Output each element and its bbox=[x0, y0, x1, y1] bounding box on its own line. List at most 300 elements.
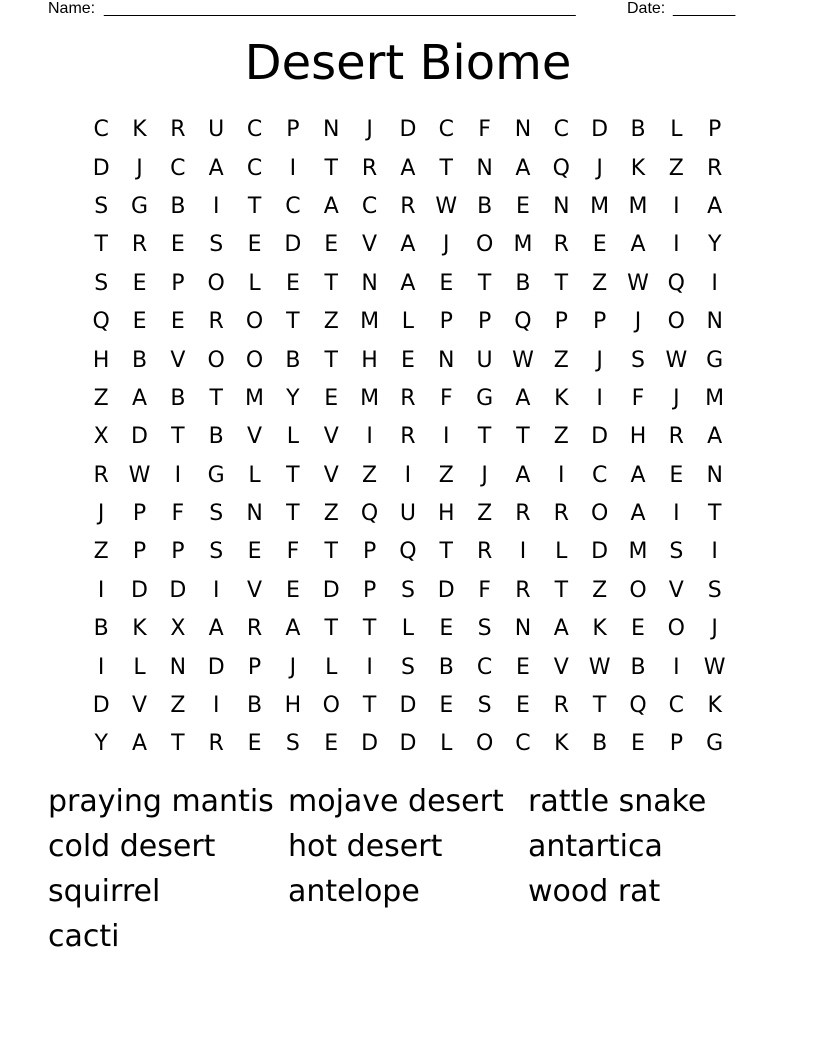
grid-letter: B bbox=[592, 731, 608, 757]
grid-letter: I bbox=[558, 462, 565, 488]
grid-letter: Z bbox=[553, 424, 569, 450]
word-list-item: wood rat bbox=[528, 874, 661, 909]
grid-letter: P bbox=[171, 539, 185, 565]
grid-letter: P bbox=[439, 309, 453, 335]
grid-letter: A bbox=[515, 385, 531, 411]
grid-letter: C bbox=[246, 117, 263, 143]
grid-row bbox=[82, 687, 734, 725]
grid-letter: F bbox=[439, 385, 453, 411]
grid-letter: J bbox=[711, 616, 718, 642]
grid-letter: T bbox=[324, 539, 338, 565]
grid-letter: R bbox=[400, 424, 416, 450]
grid-letter: E bbox=[516, 193, 530, 219]
grid-letter: E bbox=[324, 385, 339, 411]
grid-letter: Z bbox=[477, 501, 493, 527]
grid-letter: T bbox=[94, 232, 108, 258]
grid-letter: P bbox=[362, 577, 377, 603]
grid-letter: D bbox=[131, 424, 148, 450]
grid-letter: T bbox=[362, 693, 377, 719]
grid-letter: D bbox=[92, 693, 110, 719]
grid-letter: A bbox=[208, 616, 224, 642]
grid-letter: S bbox=[631, 347, 645, 373]
grid-letter: J bbox=[596, 347, 603, 373]
grid-row bbox=[82, 265, 734, 303]
header-line bbox=[48, 0, 748, 20]
grid-letter: Z bbox=[93, 539, 109, 565]
grid-letter: W bbox=[703, 654, 726, 680]
grid-letter: M bbox=[628, 193, 648, 219]
grid-letter: Z bbox=[170, 693, 186, 719]
grid-letter: E bbox=[247, 232, 262, 258]
grid-letter: I bbox=[97, 577, 105, 603]
grid-letter: Z bbox=[592, 577, 608, 603]
grid-letter: S bbox=[94, 270, 109, 296]
grid-letter: E bbox=[132, 270, 147, 296]
grid-letter: R bbox=[476, 539, 493, 565]
grid-letter: N bbox=[361, 270, 378, 296]
grid-letter: Y bbox=[94, 731, 108, 757]
grid-letter: D bbox=[399, 693, 417, 719]
grid-letter: I bbox=[404, 462, 412, 488]
grid-letter: I bbox=[366, 424, 373, 450]
grid-letter: C bbox=[668, 693, 685, 719]
grid-letter: T bbox=[209, 385, 223, 411]
grid-letter: A bbox=[515, 155, 531, 181]
grid-letter: I bbox=[673, 654, 680, 680]
grid-letter: D bbox=[361, 731, 379, 757]
grid-letter: C bbox=[170, 155, 186, 181]
grid-letter: G bbox=[476, 385, 494, 411]
grid-letter: J bbox=[97, 501, 105, 527]
grid-letter: T bbox=[171, 424, 185, 450]
grid-letter: N bbox=[553, 193, 570, 219]
grid-letter: M bbox=[360, 309, 380, 335]
word-list-item: antartica bbox=[528, 829, 663, 864]
word-list-item: cacti bbox=[48, 919, 120, 954]
grid-letter: W bbox=[512, 347, 534, 373]
grid-letter: B bbox=[131, 347, 148, 373]
word-list-item: mojave desert bbox=[288, 784, 504, 819]
grid-letter: I bbox=[673, 501, 680, 527]
grid-letter: L bbox=[401, 309, 415, 335]
grid-letter: I bbox=[97, 654, 105, 680]
letter-grid bbox=[82, 111, 734, 764]
grid-letter: N bbox=[323, 117, 340, 143]
grid-letter: A bbox=[285, 616, 301, 642]
grid-letter: X bbox=[170, 616, 186, 642]
grid-letter: S bbox=[209, 501, 224, 527]
grid-letter: R bbox=[361, 155, 378, 181]
grid-letter: P bbox=[477, 309, 492, 335]
grid-letter: W bbox=[627, 270, 649, 296]
grid-letter: I bbox=[673, 232, 680, 258]
date-label: Date: bbox=[627, 0, 666, 17]
grid-letter: L bbox=[248, 270, 261, 296]
grid-letter: R bbox=[400, 193, 416, 219]
grid-letter: D bbox=[92, 155, 110, 181]
grid-letter: A bbox=[515, 462, 531, 488]
grid-letter: G bbox=[706, 731, 724, 757]
grid-letter: B bbox=[438, 654, 454, 680]
grid-letter: R bbox=[131, 232, 148, 258]
grid-letter: I bbox=[711, 270, 718, 296]
grid-letter: N bbox=[706, 462, 723, 488]
grid-row bbox=[82, 648, 734, 686]
grid-letter: B bbox=[208, 424, 224, 450]
grid-letter: T bbox=[554, 577, 569, 603]
grid-letter: H bbox=[437, 501, 455, 527]
grid-letter: R bbox=[93, 462, 109, 488]
grid-letter: W bbox=[128, 462, 151, 488]
grid-letter: K bbox=[592, 616, 607, 642]
grid-letter: H bbox=[361, 347, 378, 373]
grid-letter: O bbox=[667, 309, 685, 335]
grid-letter: Z bbox=[362, 462, 378, 488]
grid-letter: U bbox=[476, 347, 493, 373]
grid-letter: I bbox=[596, 385, 603, 411]
grid-letter: D bbox=[591, 539, 609, 565]
word-list bbox=[48, 779, 768, 959]
grid-letter: R bbox=[553, 501, 569, 527]
grid-letter: D bbox=[169, 577, 187, 603]
grid-letter: E bbox=[439, 270, 454, 296]
grid-letter: I bbox=[366, 654, 373, 680]
grid-letter: P bbox=[286, 117, 300, 143]
grid-letter: E bbox=[631, 616, 645, 642]
grid-letter: S bbox=[707, 577, 722, 603]
word-list-item: cold desert bbox=[48, 829, 216, 864]
grid-letter: E bbox=[170, 309, 185, 335]
grid-letter: R bbox=[208, 309, 224, 335]
grid-letter: T bbox=[592, 693, 607, 719]
grid-letter: A bbox=[131, 385, 148, 411]
grid-letter: T bbox=[477, 270, 492, 296]
grid-letter: P bbox=[362, 539, 377, 565]
grid-letter: H bbox=[284, 693, 302, 719]
word-list-item: rattle snake bbox=[528, 784, 707, 819]
grid-letter: P bbox=[669, 731, 683, 757]
grid-letter: B bbox=[247, 693, 263, 719]
grid-row bbox=[82, 111, 734, 149]
grid-letter: L bbox=[133, 654, 146, 680]
grid-letter: A bbox=[323, 193, 339, 219]
grid-row bbox=[82, 457, 734, 495]
grid-letter: E bbox=[516, 654, 530, 680]
grid-letter: J bbox=[481, 462, 488, 488]
grid-letter: J bbox=[673, 385, 680, 411]
grid-letter: Q bbox=[552, 155, 570, 181]
grid-letter: E bbox=[247, 539, 262, 565]
grid-letter: M bbox=[590, 193, 610, 219]
grid-letter: E bbox=[247, 731, 262, 757]
grid-letter: V bbox=[323, 424, 339, 450]
grid-letter: Z bbox=[553, 347, 569, 373]
grid-letter: L bbox=[286, 424, 300, 450]
grid-letter: T bbox=[286, 309, 300, 335]
grid-letter: Q bbox=[92, 309, 110, 335]
grid-letter: O bbox=[322, 693, 340, 719]
grid-letter: R bbox=[553, 693, 569, 719]
grid-letter: I bbox=[289, 155, 297, 181]
grid-letter: Q bbox=[629, 693, 647, 719]
grid-letter: E bbox=[132, 309, 147, 335]
grid-letter: D bbox=[284, 232, 302, 258]
grid-letter: I bbox=[174, 462, 182, 488]
grid-letter: T bbox=[439, 155, 453, 181]
grid-letter: D bbox=[207, 654, 225, 680]
grid-letter: D bbox=[399, 731, 417, 757]
grid-letter: R bbox=[553, 232, 569, 258]
grid-letter: J bbox=[289, 654, 297, 680]
grid-letter: T bbox=[286, 501, 300, 527]
grid-letter: I bbox=[673, 193, 680, 219]
grid-letter: E bbox=[516, 693, 530, 719]
grid-letter: K bbox=[630, 155, 646, 181]
grid-letter: S bbox=[477, 693, 492, 719]
grid-letter: O bbox=[629, 577, 647, 603]
grid-letter: A bbox=[400, 270, 416, 296]
grid-letter: C bbox=[438, 117, 454, 143]
grid-letter: D bbox=[322, 577, 340, 603]
grid-letter: E bbox=[669, 462, 684, 488]
grid-letter: B bbox=[93, 616, 109, 642]
grid-letter: A bbox=[630, 232, 646, 258]
grid-letter: C bbox=[93, 117, 109, 143]
grid-letter: E bbox=[170, 232, 185, 258]
grid-letter: S bbox=[209, 232, 224, 258]
grid-letter: E bbox=[285, 270, 300, 296]
grid-letter: N bbox=[706, 309, 723, 335]
grid-letter: L bbox=[325, 654, 338, 680]
grid-letter: Q bbox=[514, 309, 532, 335]
grid-letter: E bbox=[439, 693, 454, 719]
grid-row bbox=[82, 303, 734, 341]
grid-row bbox=[82, 188, 734, 226]
grid-letter: D bbox=[591, 424, 609, 450]
grid-letter: V bbox=[553, 654, 569, 680]
grid-letter: G bbox=[207, 462, 225, 488]
grid-letter: S bbox=[94, 193, 109, 219]
grid-letter: P bbox=[708, 117, 722, 143]
grid-letter: L bbox=[555, 539, 568, 565]
grid-letter: F bbox=[171, 501, 185, 527]
grid-letter: W bbox=[435, 193, 458, 219]
grid-letter: C bbox=[553, 117, 569, 143]
grid-letter: D bbox=[131, 577, 148, 603]
grid-letter: J bbox=[366, 117, 373, 143]
grid-letter: I bbox=[711, 539, 718, 565]
grid-letter: O bbox=[475, 731, 494, 757]
grid-letter: A bbox=[630, 462, 646, 488]
grid-row bbox=[82, 572, 734, 610]
grid-row bbox=[82, 149, 734, 187]
grid-letter: A bbox=[707, 424, 723, 450]
grid-letter: W bbox=[665, 347, 688, 373]
grid-letter: T bbox=[247, 193, 262, 219]
grid-letter: E bbox=[400, 347, 415, 373]
grid-letter: R bbox=[246, 616, 263, 642]
grid-letter: E bbox=[324, 731, 339, 757]
grid-letter: I bbox=[212, 693, 220, 719]
date-blank: _______ bbox=[673, 0, 736, 17]
grid-letter: C bbox=[476, 654, 493, 680]
grid-letter: S bbox=[400, 577, 415, 603]
grid-letter: Q bbox=[360, 501, 379, 527]
grid-letter: E bbox=[592, 232, 607, 258]
grid-letter: L bbox=[440, 731, 453, 757]
grid-row bbox=[82, 725, 734, 763]
grid-letter: B bbox=[170, 385, 186, 411]
grid-letter: Z bbox=[93, 385, 109, 411]
page-title: Desert Biome bbox=[244, 35, 572, 91]
grid-letter: J bbox=[634, 309, 642, 335]
grid-letter: D bbox=[437, 577, 455, 603]
grid-letter: Z bbox=[438, 462, 454, 488]
grid-letter: S bbox=[477, 616, 492, 642]
grid-letter: P bbox=[132, 501, 147, 527]
grid-letter: V bbox=[362, 232, 378, 258]
grid-letter: T bbox=[286, 462, 300, 488]
grid-letter: Z bbox=[668, 155, 684, 181]
word-list-item: antelope bbox=[288, 874, 420, 909]
grid-letter: Z bbox=[592, 270, 608, 296]
grid-letter: C bbox=[285, 193, 301, 219]
grid-letter: R bbox=[170, 117, 186, 143]
grid-letter: T bbox=[516, 424, 530, 450]
grid-letter: P bbox=[554, 309, 568, 335]
word-list-item: praying mantis bbox=[48, 784, 274, 819]
grid-letter: Z bbox=[323, 501, 339, 527]
grid-letter: F bbox=[286, 539, 300, 565]
grid-letter: T bbox=[324, 270, 338, 296]
grid-letter: O bbox=[590, 501, 609, 527]
grid-letter: E bbox=[439, 616, 454, 642]
grid-letter: C bbox=[361, 193, 378, 219]
grid-letter: M bbox=[245, 385, 265, 411]
grid-letter: P bbox=[171, 270, 185, 296]
grid-letter: T bbox=[362, 616, 377, 642]
grid-letter: S bbox=[669, 539, 684, 565]
grid-letter: O bbox=[245, 347, 264, 373]
grid-letter: B bbox=[630, 117, 646, 143]
grid-letter: A bbox=[400, 232, 416, 258]
grid-letter: C bbox=[246, 155, 263, 181]
grid-letter: V bbox=[668, 577, 684, 603]
grid-letter: N bbox=[476, 155, 493, 181]
grid-letter: U bbox=[399, 501, 416, 527]
grid-row bbox=[82, 533, 734, 571]
grid-letter: T bbox=[171, 731, 185, 757]
grid-letter: X bbox=[93, 424, 109, 450]
grid-letter: V bbox=[131, 693, 148, 719]
grid-letter: H bbox=[629, 424, 647, 450]
grid-row bbox=[82, 495, 734, 533]
grid-letter: Z bbox=[323, 309, 339, 335]
grid-letter: K bbox=[132, 117, 147, 143]
word-list-item: hot desert bbox=[288, 829, 443, 864]
grid-letter: K bbox=[132, 616, 147, 642]
grid-letter: T bbox=[554, 270, 569, 296]
grid-letter: K bbox=[554, 731, 569, 757]
grid-letter: R bbox=[707, 155, 723, 181]
word-list-item: squirrel bbox=[48, 874, 161, 909]
grid-row bbox=[82, 418, 734, 456]
grid-letter: E bbox=[285, 577, 300, 603]
grid-letter: R bbox=[400, 385, 416, 411]
grid-letter: Q bbox=[667, 270, 685, 296]
grid-letter: O bbox=[207, 347, 225, 373]
grid-letter: Y bbox=[286, 385, 300, 411]
grid-letter: L bbox=[248, 462, 261, 488]
grid-letter: C bbox=[515, 731, 531, 757]
grid-letter: I bbox=[443, 424, 450, 450]
grid-letter: F bbox=[478, 117, 491, 143]
grid-letter: T bbox=[324, 347, 338, 373]
grid-letter: N bbox=[514, 616, 532, 642]
grid-row bbox=[82, 610, 734, 648]
grid-letter: S bbox=[400, 654, 415, 680]
grid-letter: O bbox=[667, 616, 685, 642]
grid-letter: A bbox=[400, 155, 416, 181]
grid-letter: K bbox=[707, 693, 722, 719]
grid-letter: U bbox=[208, 117, 225, 143]
grid-letter: P bbox=[247, 654, 262, 680]
grid-row bbox=[82, 380, 734, 418]
grid-letter: K bbox=[554, 385, 569, 411]
grid-letter: J bbox=[136, 155, 143, 181]
grid-letter: S bbox=[209, 539, 224, 565]
grid-letter: T bbox=[439, 539, 453, 565]
grid-letter: A bbox=[131, 731, 148, 757]
grid-letter: R bbox=[668, 424, 684, 450]
grid-letter: R bbox=[515, 501, 531, 527]
grid-letter: B bbox=[170, 193, 186, 219]
grid-letter: D bbox=[399, 117, 417, 143]
grid-letter: N bbox=[438, 347, 455, 373]
grid-letter: R bbox=[208, 731, 224, 757]
grid-letter: T bbox=[707, 501, 722, 527]
grid-letter: M bbox=[360, 385, 380, 411]
grid-letter: A bbox=[630, 501, 646, 527]
grid-letter: B bbox=[477, 193, 493, 219]
grid-letter: F bbox=[478, 577, 491, 603]
grid-letter: V bbox=[247, 424, 263, 450]
grid-letter: T bbox=[477, 424, 492, 450]
grid-letter: A bbox=[553, 616, 569, 642]
grid-letter: V bbox=[247, 577, 263, 603]
grid-letter: A bbox=[208, 155, 224, 181]
grid-letter: C bbox=[591, 462, 608, 488]
grid-letter: O bbox=[207, 270, 225, 296]
grid-letter: M bbox=[628, 539, 648, 565]
grid-letter: T bbox=[324, 155, 338, 181]
grid-row bbox=[82, 226, 734, 264]
name-blank: _____________________________________________________ bbox=[104, 0, 576, 17]
grid-letter: B bbox=[515, 270, 531, 296]
grid-row bbox=[82, 341, 734, 379]
grid-letter: B bbox=[285, 347, 301, 373]
grid-letter: N bbox=[514, 117, 532, 143]
grid-letter: E bbox=[631, 731, 645, 757]
grid-letter: D bbox=[591, 117, 609, 143]
grid-letter: A bbox=[707, 193, 723, 219]
grid-letter: W bbox=[588, 654, 611, 680]
grid-letter: P bbox=[132, 539, 147, 565]
grid-letter: S bbox=[285, 731, 300, 757]
grid-letter: B bbox=[630, 654, 646, 680]
grid-letter: L bbox=[670, 117, 683, 143]
grid-letter: H bbox=[92, 347, 110, 373]
